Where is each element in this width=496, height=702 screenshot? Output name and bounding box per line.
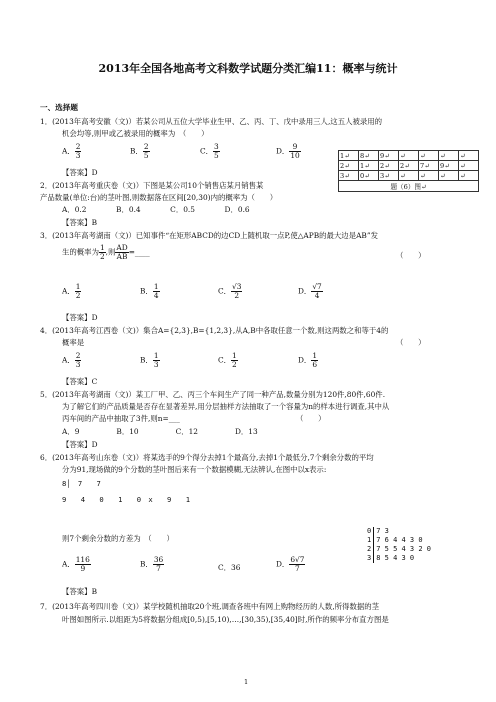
q3-line1: 3．(2013年高考湖南（文)）已知事件“在矩形ABCD的边CD上随机取一点P,使△APB的最大边是AB”发 [40,231,379,240]
q3-option-c: C． $\frac{√3}{2}$ [218,282,242,300]
document-title: 2013年全国各地高考文科数学试题分类汇编11：概率与统计 [98,62,398,75]
grid-row: 3↵ 0↵ 3↵ ↵ ↵ ↵ ↵ [339,171,479,181]
q1-option-c: C． $\frac{3}{5}$ [200,142,219,160]
q4-option-b: B． $\frac{1}{3}$ [140,351,159,369]
section-heading: 一、选择题 [40,103,78,112]
q4-answer: 【答案】C [62,377,98,386]
q5-line3: 丙车间的产品中抽取了3件,则n=___ [62,414,180,423]
stem-leaf-row: 1 7 6 4 4 3 0 [367,536,423,544]
q4-line1: 4．(2013年高考江西卷（文)）集合A={2,3},B={1,2,3},从A,B中各取任意一个数,则这两数之和等于4的 [40,326,389,335]
q6-option-c: C．36 [218,563,241,572]
stem-leaf-row: 3 8 5 4 3 0 [367,554,415,562]
grid-row: 1↵ 8↵ 9↵ ↵ ↵ ↵ ↵ [339,151,479,161]
grid-row: 2↵ 1↵ 2↵ 2↵ 7↵ 9↵ ↵ [339,161,479,171]
q5-options: A．9 B．10 C．12 D．13 [62,427,258,436]
q4-option-c: C． $\frac{1}{2}$ [218,351,237,369]
q3-option-b: B． $\frac{1}{4}$ [140,282,159,300]
page-number: 1 [244,678,249,686]
q5-paren: （ ） [296,414,326,423]
q3-option-a: A． $\frac{1}{2}$ [62,282,81,300]
q6-line1: 6．(2013年高考山东卷（文)）将某选手的9个得分去掉1个最高分,去掉1个最低分,7个剩余分数的平均 [40,453,374,462]
q4-paren: （ ） [396,338,426,347]
q3-answer: 【答案】D [62,313,98,322]
stem-leaf-row: 2 7 5 5 4 3 2 0 [367,545,432,553]
q5-line1: 5．(2013年高考湖南（文)）某工厂甲、乙、丙三个车间生产了同一种产品,数量分别为120件,80件,60件. [40,390,386,399]
q1-option-a: A． $\frac{2}{3}$ [62,142,81,160]
q6-stem-row-8: 8│ 7 7 [62,479,101,488]
q6-line2: 分为91,现场做的9个分数的茎叶图后来有一个数据模糊,无法辨认,在图中以x表示: [62,465,327,474]
q7-line2: 叶图如图所示.以组距为5将数据分组成[0,5),[5,10),…,[30,35),[35,40]时,所作的频率分布直方图是 [62,615,389,624]
q6-answer: 【答案】B [62,587,97,596]
q1-line2: 机会均等,则甲或乙被录用的概率为 （ ） [62,129,209,138]
q5-answer: 【答案】D [62,440,98,449]
q2-line2: 产品数量(单位:台)的茎叶图,则数据落在区间[20,30)内的概率为（ ） [40,193,278,202]
q3-line2: 生的概率为 $\frac{1}{2}$ ,则 $\frac{AD}{AB}$ =____ [62,243,150,261]
q4-line2: 概率是 [62,338,85,347]
q2-answer: 【答案】B [62,218,97,227]
stem-leaf-table [365,527,433,563]
q3-paren: （ ） [396,251,426,260]
q2-options: A．0.2 B．0.4 C．0.5 D．0.6 [62,205,250,214]
q6-option-d: D． $\frac{6√7}{7}$ [276,555,305,573]
stem-leaf-row: 0 7 3 [367,527,389,535]
grid-caption: 题（6）图↵ [339,181,479,192]
q6-stem-row-9: 9 4 0 1 0 x 9 1 [62,495,191,504]
q2-line1: 2．(2013年高考重庆卷（文)）下图是某公司10个销售店某月销售某 [40,181,264,190]
q6-option-b: B． $\frac{36}{7}$ [140,555,164,573]
q3-option-d: D． $\frac{√7}{4}$ [298,282,322,300]
grid-caption-row [339,181,479,192]
q6-line3: 则7个剩余分数的方差为 （ ） [62,534,174,543]
q1-option-b: B． $\frac{2}{5}$ [130,142,149,160]
q4-option-a: A． $\frac{2}{3}$ [62,351,81,369]
q1-option-d: D． $\frac{9}{10}$ [276,142,300,160]
grid-table [338,150,479,192]
q1-line1: 1．(2013年高考安徽（文)）若某公司从五位大学毕业生甲、乙、丙、丁、戊中录用三人,这五人被录用的 [40,117,383,126]
q6-option-a: A． $\frac{116}{9}$ [62,555,90,573]
q5-line2: 为了解它们的产品质量是否存在显著差异,用分层抽样方法抽取了一个容量为n的样本进行调查,其中从 [62,402,390,411]
stem-leaf-grid-figure [338,150,479,192]
q7-stem-leaf-figure [365,527,433,563]
q4-option-d: D． $\frac{1}{6}$ [298,351,318,369]
q7-line1: 7．(2013年高考四川卷（文)）某学校随机抽取20个班,调查各班中有网上购物经历的人数,所得数据的茎 [40,602,380,611]
q1-answer: 【答案】D [62,168,98,177]
